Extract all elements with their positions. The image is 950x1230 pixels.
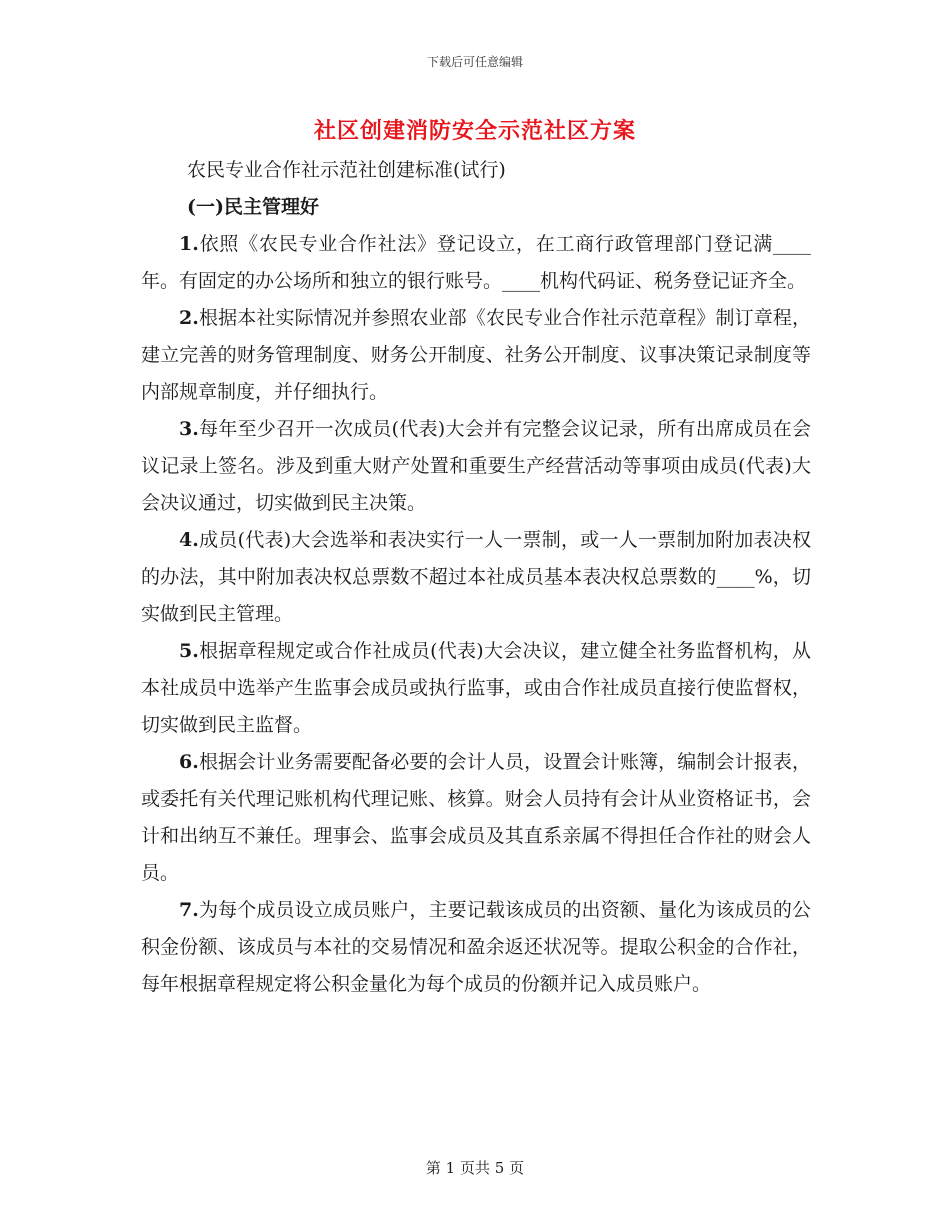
- list-item: [141, 892, 811, 1003]
- item-number: 6.: [179, 751, 199, 773]
- list-item: [141, 633, 811, 744]
- item-number: 1.: [179, 233, 199, 255]
- item-text: 依照《农民专业合作社法》登记设立，在工商行政管理部门登记满____年。有固定的办公场所和独立的银行账号。____机构代码证、税务登记证齐全。: [141, 233, 811, 292]
- item-number: 3.: [179, 418, 199, 440]
- list-item: [141, 226, 811, 300]
- page-footer: 第 1 页共 5 页: [425, 1159, 525, 1177]
- item-text: 每年至少召开一次成员(代表)大会并有完整会议记录，所有出席成员在会议记录上签名。涉及到重大财产处置和重要生产经营活动等事项由成员(代表)大会决议通过，切实做到民主决策。: [141, 418, 811, 514]
- list-item: [141, 744, 811, 892]
- document-body: [141, 152, 811, 1003]
- item-text: 根据章程规定或合作社成员(代表)大会决议，建立健全社务监督机构，从本社成员中选举产生监事会成员或执行监事，或由合作社成员直接行使监督权，切实做到民主监督。: [141, 640, 811, 736]
- list-item: [141, 522, 811, 633]
- list-item: [141, 300, 811, 411]
- list-item: [141, 411, 811, 522]
- page-header: 下载后可任意编辑: [426, 55, 523, 69]
- item-text: 成员(代表)大会选举和表决实行一人一票制，或一人一票制加附加表决权的办法，其中附加表决权总票数不超过本社成员基本表决权总票数的____%，切实做到民主管理。: [141, 529, 811, 625]
- item-text: 根据会计业务需要配备必要的会计人员，设置会计账簿，编制会计报表，或委托有关代理记账机构代理记账、核算。财会人员持有会计从业资格证书，会计和出纳互不兼任。理事会、监事会成员及其直系亲属不得担任合作社的财会人员。: [141, 751, 811, 884]
- item-text: 为每个成员设立成员账户，主要记载该成员的出资额、量化为该成员的公积金份额、该成员与本社的交易情况和盈余返还状况等。提取公积金的合作社，每年根据章程规定将公积金量化为每个成员的份额并记入成员账户。: [141, 899, 811, 995]
- item-number: 7.: [179, 899, 199, 921]
- item-text: 根据本社实际情况并参照农业部《农民专业合作社示范章程》制订章程，建立完善的财务管理制度、财务公开制度、社务公开制度、议事决策记录制度等内部规章制度，并仔细执行。: [141, 307, 811, 403]
- document-subtitle: 农民专业合作社示范社创建标准(试行): [187, 159, 506, 181]
- document-title: 社区创建消防安全示范社区方案: [313, 118, 636, 144]
- item-number: 2.: [179, 307, 199, 329]
- item-number: 4.: [179, 529, 199, 551]
- section-heading: (一)民主管理好: [187, 196, 319, 218]
- item-number: 5.: [179, 640, 199, 662]
